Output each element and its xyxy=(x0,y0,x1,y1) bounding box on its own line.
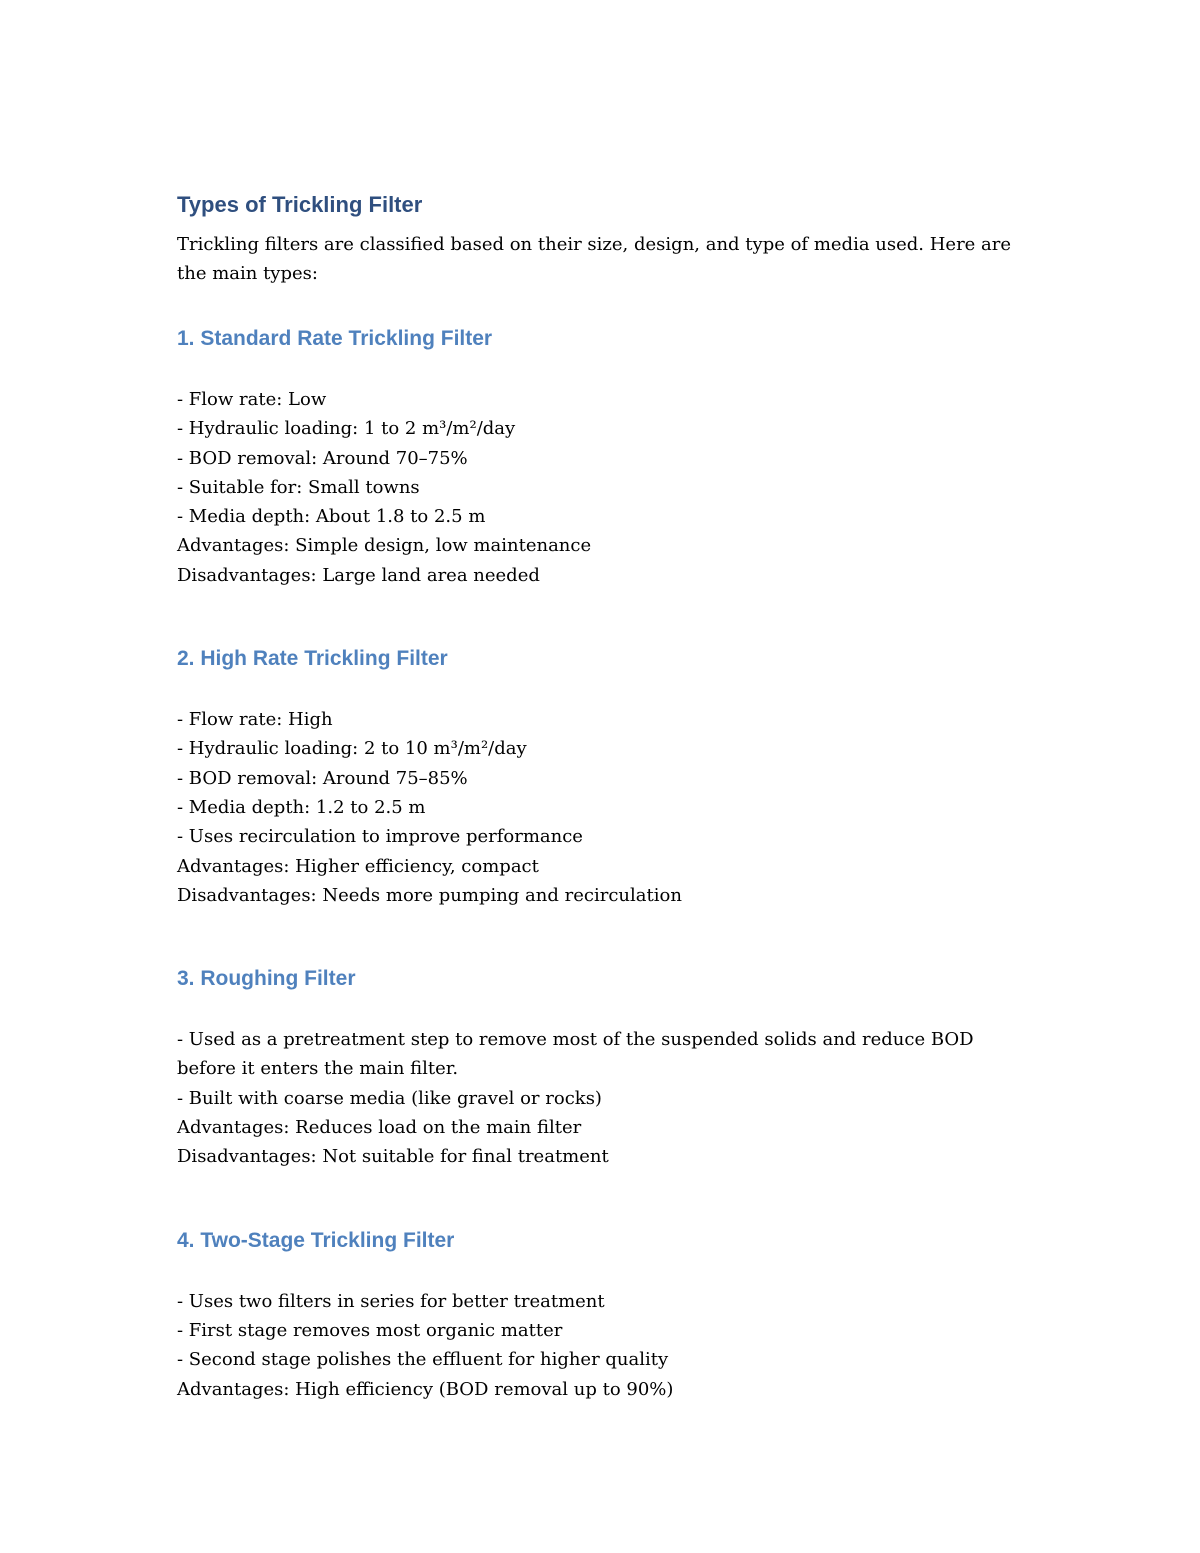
section-line: Disadvantages: Large land area needed xyxy=(177,564,540,586)
section-line: - Hydraulic loading: 2 to 10 m³/m²/day xyxy=(177,738,527,760)
section-line: - BOD removal: Around 75–85% xyxy=(177,767,468,789)
section-line: - Hydraulic loading: 1 to 2 m³/m²/day xyxy=(177,418,516,440)
section-line: Disadvantages: Needs more pumping and recirculation xyxy=(177,884,682,906)
section-line: - Media depth: About 1.8 to 2.5 m xyxy=(177,506,486,528)
section-lines xyxy=(177,705,1037,910)
section-heading: 1. Standard Rate Trickling Filter xyxy=(177,327,493,350)
document-title: Types of Trickling Filter xyxy=(177,192,423,217)
section-line: Advantages: High efficiency (BOD removal up to 90%) xyxy=(177,1378,674,1400)
section-lines xyxy=(177,385,1037,590)
section-line: Advantages: Simple design, low maintenance xyxy=(177,535,592,557)
section-line: - Media depth: 1.2 to 2.5 m xyxy=(177,796,426,818)
section-heading: 2. High Rate Trickling Filter xyxy=(177,647,448,671)
section-line: Advantages: Higher efficiency, compact xyxy=(177,855,539,877)
section-line: - Flow rate: High xyxy=(177,709,333,731)
section-two-stage xyxy=(177,1226,1037,1404)
section-high-rate xyxy=(177,644,1037,910)
section-lines xyxy=(177,1025,1037,1171)
section-heading: 4. Two-Stage Trickling Filter xyxy=(177,1228,455,1252)
intro-paragraph: Trickling filters are classified based on their size, design, and type of media used. Here are the main types: xyxy=(177,234,1012,284)
section-line: Advantages: Reduces load on the main filter xyxy=(177,1117,582,1139)
section-line: - Flow rate: Low xyxy=(177,389,327,410)
section-line: - Used as a pretreatment step to remove most of the suspended solids and reduce BOD before it enters the main filter. xyxy=(177,1029,974,1080)
section-lines xyxy=(177,1287,1037,1404)
section-line: - First stage removes most organic matter xyxy=(177,1319,563,1341)
section-heading: 3. Roughing Filter xyxy=(177,967,356,991)
section-roughing xyxy=(177,964,1037,1171)
section-standard-rate xyxy=(177,324,1037,590)
section-line: - Second stage polishes the effluent for higher quality xyxy=(177,1349,669,1371)
document-page xyxy=(177,190,1037,1404)
section-line: - Suitable for: Small towns xyxy=(177,476,420,498)
section-line: - Uses recirculation to improve performance xyxy=(177,826,583,848)
section-line: - Built with coarse media (like gravel or rocks) xyxy=(177,1087,602,1109)
section-line: Disadvantages: Not suitable for final treatment xyxy=(177,1146,609,1168)
section-line: - BOD removal: Around 70–75% xyxy=(177,447,468,469)
section-line: - Uses two filters in series for better treatment xyxy=(177,1290,605,1312)
